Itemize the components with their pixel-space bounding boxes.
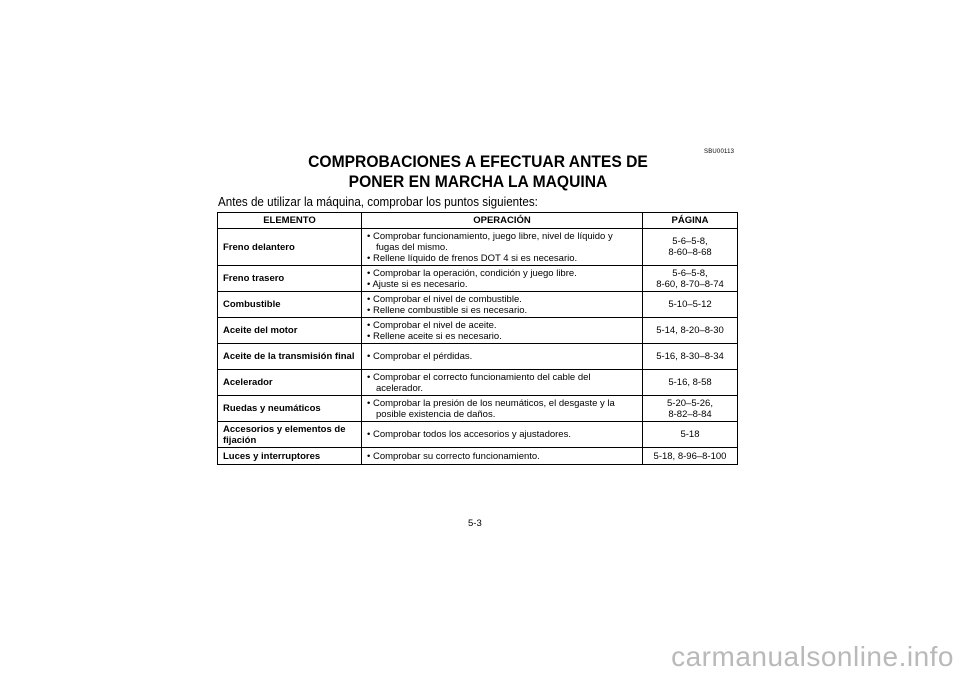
page-title-line-2: PONER EN MARCHA LA MAQUINA	[348, 172, 608, 191]
cell-page	[643, 229, 738, 266]
page-reference: 5-18, 8-96–8-100	[653, 450, 727, 462]
table-row	[218, 396, 738, 422]
column-header-operation: OPERACIÓN	[362, 213, 643, 229]
page-reference: 8-60–8-68	[668, 247, 712, 258]
page-title	[239, 152, 717, 192]
pre-operation-checks-table	[217, 212, 738, 465]
operation-item: • Comprobar todos los accesorios y ajustadores.	[367, 429, 571, 440]
cell-element: Accesorios y elementos de fijación	[218, 422, 362, 448]
cell-operation	[362, 292, 643, 318]
page-reference: 5-16, 8-30–8-34	[656, 351, 724, 362]
column-header-element: ELEMENTO	[218, 213, 362, 229]
cell-element: Combustible	[218, 292, 362, 318]
operation-item: • Ajuste si es necesario.	[367, 278, 468, 290]
cell-page	[643, 396, 738, 422]
table-body	[218, 229, 738, 465]
cell-element: Luces y interruptores	[218, 448, 362, 465]
intro-text: Antes de utilizar la máquina, comprobar los puntos siguientes:	[218, 195, 538, 209]
page-reference: 8-60, 8-70–8-74	[656, 278, 724, 290]
operation-item: • Comprobar funcionamiento, juego libre, nivel de líquido y fugas del mismo.	[367, 230, 613, 253]
cell-page	[643, 344, 738, 370]
table-row	[218, 318, 738, 344]
cell-page	[643, 292, 738, 318]
cell-operation	[362, 370, 643, 396]
cell-element: Freno delantero	[218, 229, 362, 266]
operation-item: • Rellene líquido de frenos DOT 4 si es necesario.	[367, 252, 578, 264]
operation-item: • Comprobar la presión de los neumáticos, el desgaste y la posible existencia de daños.	[367, 397, 615, 420]
column-header-page: PÁGINA	[643, 213, 738, 229]
operation-item: • Comprobar el nivel de combustible.	[367, 293, 522, 305]
cell-operation	[362, 396, 643, 422]
cell-page	[643, 370, 738, 396]
operation-item: • Comprobar el nivel de aceite.	[367, 319, 497, 331]
table-row	[218, 370, 738, 396]
table-row	[218, 292, 738, 318]
page-reference: 5-16, 8-58	[668, 377, 712, 388]
table-row	[218, 344, 738, 370]
operation-item: • Comprobar la operación, condición y juego libre.	[367, 267, 577, 279]
cell-element: Acelerador	[218, 370, 362, 396]
page-reference: 5-20–5-26,	[667, 397, 713, 409]
cell-element: Ruedas y neumáticos	[218, 396, 362, 422]
operation-item: • Comprobar el pérdidas.	[367, 351, 473, 362]
page-number: 5-3	[468, 518, 482, 529]
page-title-line-1: COMPROBACIONES A EFECTUAR ANTES DE	[308, 152, 648, 171]
cell-operation	[362, 448, 643, 465]
cell-operation	[362, 229, 643, 266]
page-reference: 8-82–8-84	[668, 408, 712, 420]
page-reference: 5-18	[680, 429, 700, 440]
table-row	[218, 422, 738, 448]
cell-element: Aceite de la transmisión final	[218, 344, 362, 370]
cell-operation	[362, 422, 643, 448]
cell-operation	[362, 344, 643, 370]
cell-page	[643, 266, 738, 292]
cell-operation	[362, 266, 643, 292]
cell-element: Freno trasero	[218, 266, 362, 292]
operation-item: • Rellene combustible si es necesario.	[367, 304, 528, 316]
operation-item: • Comprobar su correcto funcionamiento.	[367, 450, 540, 462]
document-code: SBU00113	[704, 149, 735, 155]
cell-page	[643, 318, 738, 344]
table-row	[218, 229, 738, 266]
cell-operation	[362, 318, 643, 344]
page-reference: 5-14, 8-20–8-30	[656, 325, 724, 336]
table-header-row	[218, 213, 738, 229]
operation-item: • Rellene aceite si es necesario.	[367, 330, 502, 342]
page-reference: 5-6–5-8,	[672, 267, 708, 279]
page-reference: 5-10–5-12	[668, 299, 712, 310]
table-row	[218, 448, 738, 465]
cell-element: Aceite del motor	[218, 318, 362, 344]
operation-item: • Comprobar el correcto funcionamiento del cable del acelerador.	[367, 371, 591, 394]
table-row	[218, 266, 738, 292]
cell-page	[643, 448, 738, 465]
cell-page	[643, 422, 738, 448]
page-reference: 5-6–5-8,	[672, 236, 708, 247]
watermark: carmanualsonline.info	[671, 641, 954, 672]
